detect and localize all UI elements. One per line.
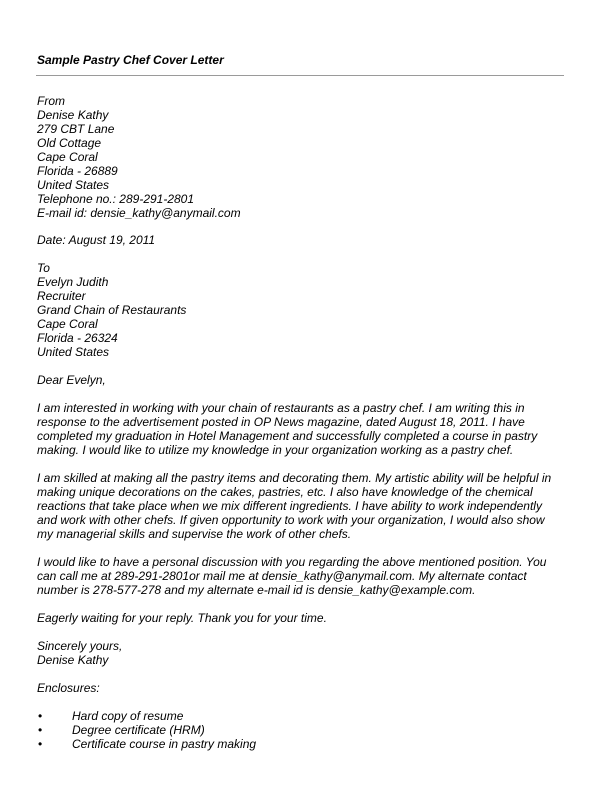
recipient-city: Cape Coral xyxy=(37,317,98,331)
recipient-name: Evelyn Judith xyxy=(37,275,109,289)
sender-address xyxy=(37,94,567,220)
enclosure-item-label: Hard copy of resume xyxy=(72,709,184,723)
paragraph-line: response to the advertisement posted in OP News magazine, dated August 18, 2011. I have xyxy=(37,415,525,429)
bullet-icon: • xyxy=(38,709,43,723)
letter-date-block xyxy=(37,233,567,247)
enclosures-list xyxy=(37,709,567,751)
paragraph-line: I am skilled at making all the pastry items and decorating them. My artistic ability will be helpful in xyxy=(37,471,552,485)
paragraph-skills xyxy=(37,471,567,541)
paragraph-line: and work with other chefs. If given opportunity to work with your organization, I would also show xyxy=(37,513,545,527)
closing-line: Sincerely yours, xyxy=(37,639,123,653)
sender-locality: Old Cottage xyxy=(37,136,102,150)
recipient-company: Grand Chain of Restaurants xyxy=(37,303,187,317)
sender-street: 279 CBT Lane xyxy=(37,122,115,136)
sender-country: United States xyxy=(37,178,110,192)
recipient-heading: To xyxy=(37,261,50,275)
enclosure-item-label: Certificate course in pastry making xyxy=(72,737,257,751)
letter-date: Date: August 19, 2011 xyxy=(37,233,156,247)
enclosures-heading: Enclosures: xyxy=(37,681,100,695)
closing-block xyxy=(37,639,567,667)
paragraph-thanks xyxy=(37,611,567,625)
paragraph-line: I would like to have a personal discussion with you regarding the above mentioned position. You xyxy=(37,555,547,569)
paragraph-line: Eagerly waiting for your reply. Thank you for your time. xyxy=(37,611,327,625)
sender-city: Cape Coral xyxy=(37,150,98,164)
title-divider xyxy=(36,75,564,76)
paragraph-line: number is 278-577-278 and my alternate e-mail id is densie_kathy@example.com. xyxy=(37,583,476,597)
list-item xyxy=(37,709,567,723)
paragraph-line: I am interested in working with your chain of restaurants as a pastry chef. I am writing this in xyxy=(37,401,525,415)
recipient-title: Recruiter xyxy=(37,289,86,303)
sender-state-zip: Florida - 26889 xyxy=(37,164,118,178)
recipient-country: United States xyxy=(37,345,110,359)
enclosures-heading-block xyxy=(37,681,567,695)
recipient-state-zip: Florida - 26324 xyxy=(37,331,118,345)
sender-heading: From xyxy=(37,94,65,108)
salutation-block xyxy=(37,373,567,387)
sender-email: E-mail id: densie_kathy@anymail.com xyxy=(37,206,241,220)
paragraph-line: can call me at 289-291-2801or mail me at densie_kathy@anymail.com. My alternate contact xyxy=(37,569,527,583)
paragraph-line: reactions that take place when we mix different ingredients. I have ability to work independently xyxy=(37,499,542,513)
salutation: Dear Evelyn, xyxy=(37,373,106,387)
signature-name: Denise Kathy xyxy=(37,653,109,667)
letter-body xyxy=(37,94,567,751)
paragraph-line: making. I would like to utilize my knowledge in your organization working as a pastry chef. xyxy=(37,443,514,457)
bullet-icon: • xyxy=(38,737,43,751)
sender-telephone: Telephone no.: 289-291-2801 xyxy=(37,192,195,206)
paragraph-contact xyxy=(37,555,567,597)
bullet-icon: • xyxy=(38,723,43,737)
list-item xyxy=(37,737,567,751)
list-item xyxy=(37,723,567,737)
paragraph-line: my managerial skills and supervise the work of other chefs. xyxy=(37,527,352,541)
sender-name: Denise Kathy xyxy=(37,108,109,122)
recipient-address xyxy=(37,261,567,359)
paragraph-line: completed my graduation in Hotel Management and successfully completed a course in pastry xyxy=(37,429,538,443)
paragraph-interest xyxy=(37,401,567,457)
document-title: Sample Pastry Chef Cover Letter xyxy=(37,53,224,67)
paragraph-line: making unique decorations on the cakes, pastries, etc. I also have knowledge of the chemical xyxy=(37,485,533,499)
enclosure-item-label: Degree certificate (HRM) xyxy=(72,723,205,737)
